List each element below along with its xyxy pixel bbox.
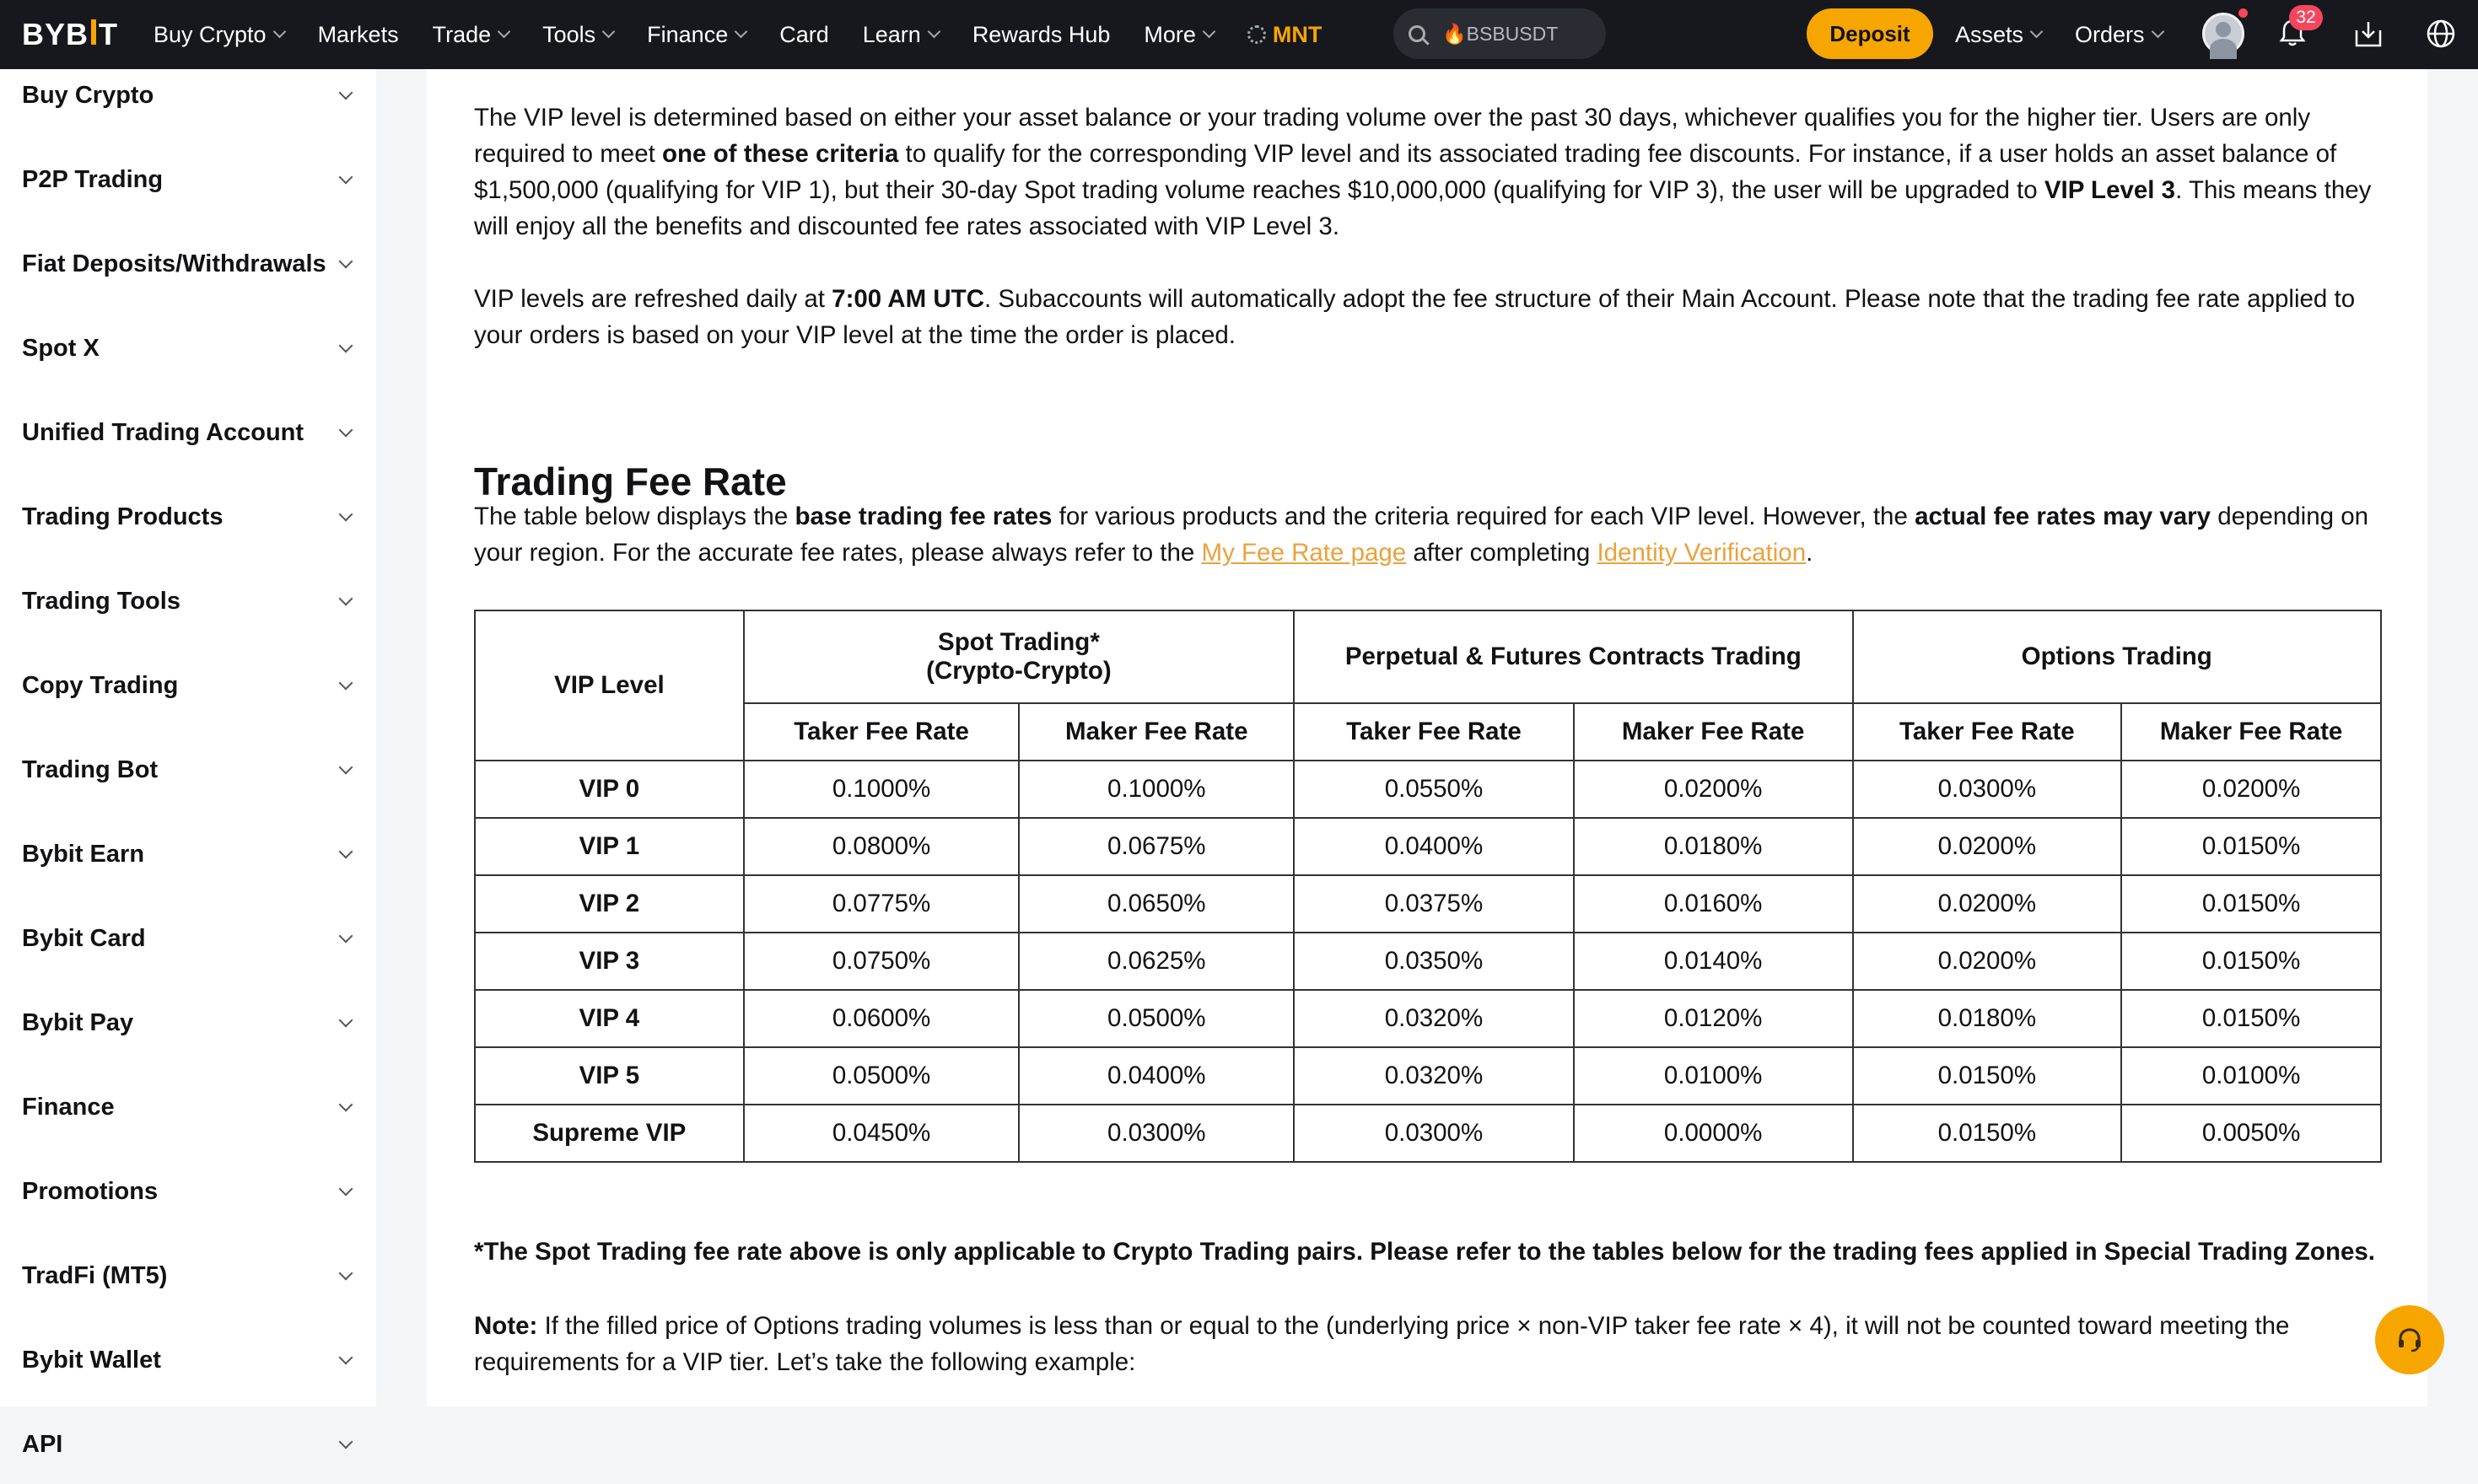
fee-rate-cell: 0.0400%	[1019, 1047, 1294, 1105]
table-row	[475, 1047, 2381, 1105]
fee-rate-cell: 0.0150%	[2121, 990, 2381, 1047]
sidebar-item-label: Finance	[22, 1094, 115, 1121]
table-row	[475, 761, 2381, 818]
spot-maker-header: Maker Fee Rate	[1019, 703, 1294, 761]
chevron-down-icon	[1203, 24, 1216, 38]
fee-rate-cell: 0.0200%	[1853, 818, 2122, 875]
vip-level-cell: VIP 3	[475, 933, 744, 990]
fee-rate-cell: 0.0150%	[2121, 875, 2381, 933]
sidebar-item-label: Copy Trading	[22, 672, 179, 699]
chevron-down-icon	[339, 1097, 353, 1111]
chevron-down-icon	[339, 760, 353, 774]
fee-rate-cell: 0.0120%	[1574, 990, 1853, 1047]
fee-rate-cell: 0.0140%	[1574, 933, 1853, 990]
fee-rate-cell: 0.0180%	[1574, 818, 1853, 875]
sidebar-item-label: Fiat Deposits/Withdrawals	[22, 250, 326, 277]
fee-rate-cell: 0.0400%	[1294, 818, 1574, 875]
chevron-down-icon	[339, 1013, 353, 1027]
fee-rate-cell: 0.0320%	[1294, 990, 1574, 1047]
futures-taker-header: Taker Fee Rate	[1294, 703, 1574, 761]
nav-more[interactable]: More	[1144, 22, 1214, 48]
vip-level-cell: VIP 4	[475, 990, 744, 1047]
options-maker-header: Maker Fee Rate	[2121, 703, 2381, 761]
fee-rate-cell: 0.0450%	[744, 1105, 1020, 1162]
sidebar-item-copy-trading[interactable]	[0, 647, 376, 725]
chevron-down-icon	[339, 338, 353, 352]
sidebar-item-label: Trading Tools	[22, 588, 180, 615]
fee-rate-cell: 0.0375%	[1294, 875, 1574, 933]
sidebar-item-label: Trading Bot	[22, 756, 159, 783]
fee-rate-cell: 0.0180%	[1853, 990, 2122, 1047]
sidebar-item-label: Promotions	[22, 1178, 159, 1205]
fee-rate-cell: 0.0100%	[1574, 1047, 1853, 1105]
perpetual-futures-header: Perpetual & Futures Contracts Trading	[1294, 610, 1852, 703]
fee-rate-cell: 0.0200%	[1574, 761, 1853, 818]
spot-trading-header: Spot Trading* (Crypto-Crypto)	[744, 610, 1294, 703]
fee-rate-cell: 0.0675%	[1019, 818, 1294, 875]
sidebar-item-promotions[interactable]	[0, 1153, 376, 1231]
fee-rate-cell: 0.0160%	[1574, 875, 1853, 933]
options-trading-header: Options Trading	[1853, 610, 2382, 703]
avatar-notification-dot	[2238, 8, 2248, 18]
vip-level-header: VIP Level	[475, 610, 744, 761]
sidebar-item-trading-tools[interactable]	[0, 562, 376, 641]
fee-rate-cell: 0.0150%	[1853, 1105, 2122, 1162]
sidebar-item-fiat-deposits-withdrawals[interactable]	[0, 225, 376, 304]
chevron-down-icon	[2030, 24, 2044, 38]
chevron-down-icon	[498, 24, 511, 38]
article-content	[427, 69, 2427, 1406]
nav-assets[interactable]: Assets	[1955, 22, 2041, 48]
chevron-down-icon	[339, 928, 353, 943]
notification-badge: 32	[2289, 5, 2323, 30]
fee-rate-cell: 0.0600%	[744, 990, 1020, 1047]
sidebar-item-bybit-pay[interactable]	[0, 984, 376, 1062]
sidebar-item-bybit-card[interactable]	[0, 900, 376, 978]
chevron-down-icon	[339, 1266, 353, 1280]
table-row	[475, 818, 2381, 875]
sidebar-item-label: Bybit Card	[22, 925, 146, 952]
nav-mnt[interactable]: MNT	[1247, 22, 1322, 48]
download-icon[interactable]	[2353, 19, 2384, 49]
chevron-down-icon	[339, 844, 353, 858]
vip-level-cell: VIP 0	[475, 761, 744, 818]
sidebar-item-finance[interactable]	[0, 1068, 376, 1147]
nav-orders[interactable]: Orders	[2075, 22, 2163, 48]
deposit-button[interactable]: Deposit	[1807, 8, 1933, 59]
fee-rate-cell: 0.0320%	[1294, 1047, 1574, 1105]
chevron-down-icon	[2151, 24, 2164, 38]
chevron-down-icon	[339, 1434, 353, 1449]
fee-rate-cell: 0.0200%	[2121, 761, 2381, 818]
vip-level-cell: VIP 5	[475, 1047, 744, 1105]
fee-rate-cell: 0.0625%	[1019, 933, 1294, 990]
fee-rate-cell: 0.0350%	[1294, 933, 1574, 990]
chevron-down-icon	[339, 507, 353, 521]
sidebar-item-unified-trading-account[interactable]	[0, 394, 376, 472]
vip-refresh-paragraph: VIP levels are refreshed daily at 7:00 AM UTC. Subaccounts will automatically adopt the fee structure of their Main Account. Please note that the trading fee rate applied to your orders is based on your VIP level at the time the order is placed.	[474, 285, 2356, 349]
fee-rate-cell: 0.0500%	[1019, 990, 1294, 1047]
options-note-paragraph: Note: If the filled price of Options trading volumes is less than or equal to the (underlying price × non-VIP taker fee rate × 4), it will not be counted toward meeting the requirements for a VIP tier. Let’s take the following example:	[474, 1312, 2290, 1376]
section-heading: Trading Fee Rate	[474, 460, 787, 503]
fee-rate-cell: 0.0150%	[1853, 1047, 2122, 1105]
sidebar-item-label: TradFi (MT5)	[22, 1262, 168, 1289]
sidebar-item-label: Spot X	[22, 335, 100, 362]
fee-rate-cell: 0.0500%	[744, 1047, 1020, 1105]
my-fee-rate-link[interactable]: My Fee Rate page	[1201, 539, 1407, 567]
sidebar-item-label: API	[22, 1431, 63, 1458]
chevron-down-icon	[339, 85, 353, 99]
mnt-icon	[1247, 25, 1266, 44]
chevron-down-icon	[339, 254, 353, 268]
sidebar	[0, 69, 376, 1458]
fee-rate-cell: 0.0300%	[1294, 1105, 1574, 1162]
sidebar-item-label: Buy Crypto	[22, 82, 154, 109]
vip-level-cell: VIP 1	[475, 818, 744, 875]
table-row	[475, 1105, 2381, 1162]
fee-rate-cell: 0.0650%	[1019, 875, 1294, 933]
bybit-logo[interactable]	[22, 15, 118, 54]
nav-buy-crypto[interactable]: Buy Crypto	[154, 22, 284, 48]
chevron-down-icon	[339, 1181, 353, 1196]
search-input[interactable]	[1393, 8, 1606, 59]
nav-markets[interactable]: Markets	[317, 21, 399, 47]
fee-rate-cell: 0.0300%	[1019, 1105, 1294, 1162]
chevron-down-icon	[339, 169, 353, 184]
avatar[interactable]	[2202, 13, 2244, 55]
vip-criteria-paragraph: The VIP level is determined based on either your asset balance or your trading volume over the past 30 days, whichever qualifies you for the higher tier. Users are only required to meet one of these criteria to qualify for the corresponding VIP level and its associated trading fee discounts. For instance, if a user holds an asset balance of $1,500,000 (qualifying for VIP 1), but their 30-day Spot trading volume reaches $10,000,000 (qualifying for VIP 3), the user will be upgraded to VIP Level 3. This means they will enjoy all the benefits and discounted fee rates associated with VIP Level 3.	[474, 104, 2372, 240]
support-chat-button[interactable]	[2375, 1305, 2444, 1374]
fee-rate-cell: 0.0775%	[744, 875, 1020, 933]
vip-level-cell: VIP 2	[475, 875, 744, 933]
table-row	[475, 990, 2381, 1047]
sidebar-item-label: Bybit Pay	[22, 1009, 134, 1036]
fee-intro-paragraph: The table below displays the base trading fee rates for various products and the criteria required for each VIP level. However, the actual fee rates may vary depending on your region. For the accurate fee rates, please always refer to the My Fee Rate page after completing Identity Verification.	[474, 503, 2369, 567]
fee-rate-cell: 0.0800%	[744, 818, 1020, 875]
fee-rate-cell: 0.0050%	[2121, 1105, 2381, 1162]
chevron-down-icon	[735, 24, 748, 38]
headset-icon	[2395, 1325, 2424, 1354]
identity-verification-link[interactable]: Identity Verification	[1597, 539, 1807, 567]
sidebar-item-trading-bot[interactable]	[0, 731, 376, 809]
chevron-down-icon	[339, 591, 353, 605]
chevron-down-icon	[339, 1350, 353, 1364]
nav-tools[interactable]: Tools	[542, 22, 613, 48]
search-icon	[1409, 25, 1425, 42]
fee-rate-cell: 0.0750%	[744, 933, 1020, 990]
fee-rate-cell: 0.0100%	[2121, 1047, 2381, 1105]
nav-rewards-hub[interactable]: Rewards Hub	[972, 21, 1111, 47]
fee-rate-cell: 0.0200%	[1853, 875, 2122, 933]
fee-rate-cell: 0.0550%	[1294, 761, 1574, 818]
sidebar-item-api[interactable]	[0, 1406, 376, 1484]
fee-rate-cell: 0.0000%	[1574, 1105, 1853, 1162]
globe-icon[interactable]	[2426, 19, 2456, 49]
fee-rate-cell: 0.1000%	[744, 761, 1020, 818]
sidebar-item-bybit-earn[interactable]	[0, 815, 376, 894]
logo-bar-mark	[91, 19, 96, 45]
logo-text-b: T	[99, 17, 119, 51]
chevron-down-icon	[339, 675, 353, 690]
chevron-down-icon	[339, 422, 353, 437]
logo-text-a: BYB	[22, 17, 89, 51]
sidebar-item-p2p-trading[interactable]	[0, 141, 376, 219]
fee-rate-cell: 0.0300%	[1853, 761, 2122, 818]
fee-rate-cell: 0.0200%	[1853, 933, 2122, 990]
nav-learn[interactable]: Learn	[863, 22, 939, 48]
vip-level-cell: Supreme VIP	[475, 1105, 744, 1162]
nav-card[interactable]: Card	[779, 21, 829, 47]
spot-taker-header: Taker Fee Rate	[744, 703, 1020, 761]
fee-rate-cell: 0.1000%	[1019, 761, 1294, 818]
nav-finance[interactable]: Finance	[647, 22, 746, 48]
fee-rate-cell: 0.0150%	[2121, 818, 2381, 875]
fee-rate-cell: 0.0150%	[2121, 933, 2381, 990]
sidebar-item-label: Unified Trading Account	[22, 419, 304, 446]
chevron-down-icon	[928, 24, 941, 38]
sidebar-item-tradfi-mt5[interactable]	[0, 1237, 376, 1315]
chevron-down-icon	[602, 24, 616, 38]
sidebar-item-label: Bybit Wallet	[22, 1347, 161, 1374]
sidebar-item-buy-crypto[interactable]	[0, 56, 376, 135]
sidebar-item-trading-products[interactable]	[0, 478, 376, 556]
nav-trade[interactable]: Trade	[433, 22, 509, 48]
sidebar-item-label: Bybit Earn	[22, 841, 145, 868]
table-row	[475, 875, 2381, 933]
sidebar-item-label: Trading Products	[22, 503, 224, 530]
account-nav	[1955, 0, 2196, 69]
options-taker-header: Taker Fee Rate	[1853, 703, 2122, 761]
futures-maker-header: Maker Fee Rate	[1574, 703, 1853, 761]
sidebar-item-bybit-wallet[interactable]	[0, 1321, 376, 1400]
sidebar-item-spot-x[interactable]	[0, 309, 376, 388]
sidebar-item-label: P2P Trading	[22, 166, 164, 193]
spot-footnote: *The Spot Trading fee rate above is only applicable to Crypto Trading pairs. Please refer to the tables below for the trading fees applied in Special Trading Zones.	[474, 1238, 2375, 1266]
chevron-down-icon	[272, 24, 286, 38]
search-placeholder: 🔥BSBUSDT	[1442, 22, 1559, 45]
table-row	[475, 933, 2381, 990]
fee-rate-table	[474, 610, 2382, 1163]
